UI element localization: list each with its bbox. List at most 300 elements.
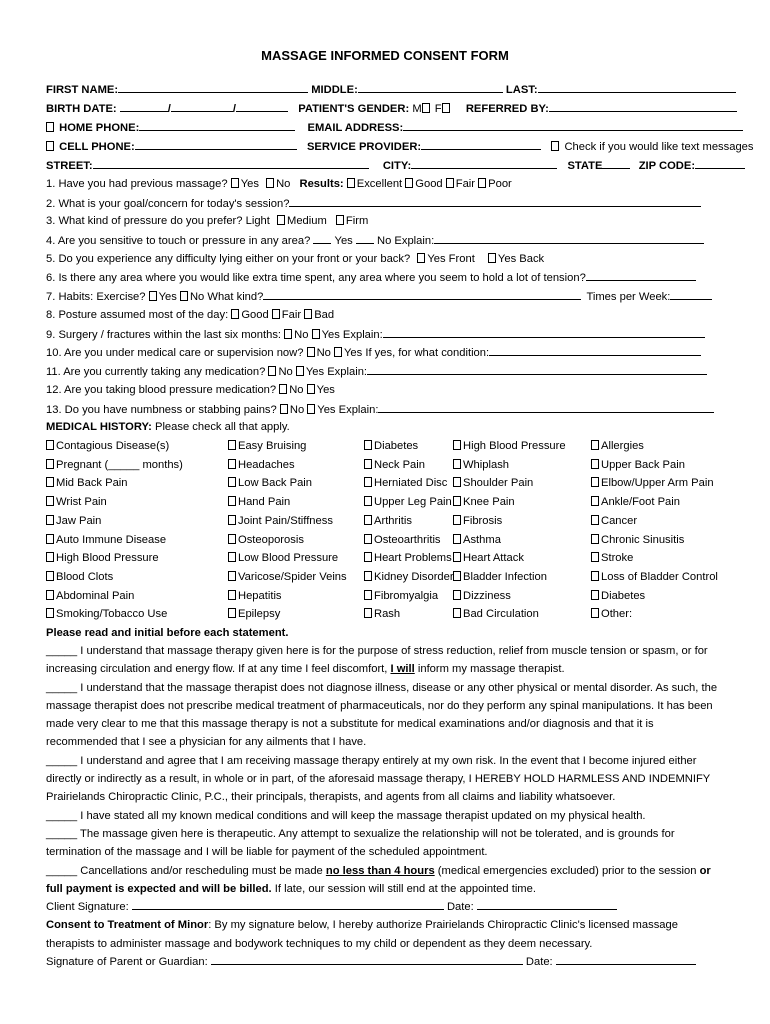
condition-checkbox[interactable] bbox=[364, 496, 372, 506]
medical-condition-item[interactable] bbox=[591, 495, 680, 509]
medical-condition-item[interactable] bbox=[453, 476, 533, 490]
medical-condition-item[interactable] bbox=[228, 551, 338, 565]
middle-name-field[interactable] bbox=[358, 82, 503, 93]
referred-by-label: REFERRED BY: bbox=[465, 103, 549, 115]
medical-condition-item[interactable] bbox=[364, 589, 438, 603]
condition-label: Upper Leg Pain bbox=[374, 496, 452, 509]
cell-phone-label: CELL PHONE: bbox=[59, 141, 135, 153]
q11-yes-checkbox[interactable] bbox=[296, 366, 304, 376]
question-3-text: 3. What kind of pressure do you prefer? Light bbox=[46, 215, 270, 227]
street-label: STREET: bbox=[46, 160, 93, 172]
name-row bbox=[46, 82, 736, 96]
q3-medium-checkbox[interactable] bbox=[277, 215, 285, 225]
zip-field[interactable] bbox=[695, 158, 745, 169]
medical-condition-item[interactable] bbox=[364, 514, 412, 528]
medical-condition-item[interactable] bbox=[453, 458, 509, 472]
condition-label: Bladder Infection bbox=[463, 570, 547, 583]
condition-label: Smoking/Tobacco Use bbox=[56, 608, 168, 621]
medical-condition-item[interactable] bbox=[228, 589, 282, 603]
condition-checkbox[interactable] bbox=[228, 496, 236, 506]
q10-condition-field[interactable] bbox=[489, 345, 701, 356]
condition-label: Heart Problems bbox=[374, 552, 452, 565]
q3-firm-label: Firm bbox=[345, 215, 369, 227]
condition-checkbox[interactable] bbox=[364, 515, 372, 525]
question-8-text: 8. Posture assumed most of the day: bbox=[46, 309, 229, 321]
q1-poor-label: Poor bbox=[488, 178, 512, 190]
medical-condition-item[interactable] bbox=[46, 589, 134, 603]
q10-no-checkbox[interactable] bbox=[307, 347, 315, 357]
condition-checkbox[interactable] bbox=[228, 608, 236, 618]
client-signature-field[interactable] bbox=[132, 899, 444, 910]
condition-checkbox[interactable] bbox=[228, 590, 236, 600]
condition-label: Whiplash bbox=[463, 458, 510, 471]
condition-checkbox[interactable] bbox=[364, 571, 372, 581]
statement-3 bbox=[46, 752, 726, 807]
q1-fair-checkbox[interactable] bbox=[446, 178, 454, 188]
medical-condition-item[interactable] bbox=[591, 607, 632, 621]
q7-times-field[interactable] bbox=[670, 289, 712, 300]
condition-checkbox[interactable] bbox=[228, 477, 236, 487]
medical-condition-item[interactable] bbox=[453, 495, 515, 509]
medical-condition-item[interactable] bbox=[228, 439, 306, 453]
condition-checkbox[interactable] bbox=[228, 515, 236, 525]
first-name-field[interactable] bbox=[118, 82, 308, 93]
condition-label: Easy Bruising bbox=[238, 440, 307, 452]
condition-label: Osteoporosis bbox=[238, 533, 304, 546]
condition-checkbox[interactable] bbox=[46, 571, 54, 581]
q9-no-label: No bbox=[294, 329, 309, 341]
condition-label: Joint Pain/Stiffness bbox=[238, 514, 333, 527]
condition-checkbox[interactable] bbox=[46, 608, 54, 618]
q10-no-label: No bbox=[316, 347, 331, 359]
medical-condition-item[interactable] bbox=[591, 476, 714, 490]
minor-consent bbox=[46, 916, 726, 953]
condition-checkbox[interactable] bbox=[46, 590, 54, 600]
medical-condition-item[interactable] bbox=[453, 439, 566, 453]
medical-condition-item[interactable] bbox=[591, 514, 637, 528]
medical-condition-item[interactable] bbox=[591, 570, 718, 584]
city-field[interactable] bbox=[411, 158, 557, 169]
q4-no-field[interactable] bbox=[356, 233, 374, 244]
statement-4 bbox=[46, 807, 726, 825]
medical-history-title: MEDICAL HISTORY: bbox=[46, 421, 152, 433]
condition-label: Diabetes bbox=[374, 440, 419, 452]
middle-name-label: MIDDLE: bbox=[311, 84, 358, 96]
q10-yes-checkbox[interactable] bbox=[334, 347, 342, 357]
condition-label: Cancer bbox=[601, 514, 638, 527]
q1-poor-checkbox[interactable] bbox=[478, 178, 486, 188]
condition-label: Allergies bbox=[601, 440, 644, 452]
question-11 bbox=[46, 364, 707, 378]
text-messages-checkbox[interactable] bbox=[551, 141, 559, 151]
medical-condition-item[interactable] bbox=[46, 439, 169, 453]
condition-checkbox[interactable] bbox=[453, 440, 461, 450]
q6-answer-field[interactable] bbox=[586, 270, 696, 281]
condition-label: Upper Back Pain bbox=[601, 458, 685, 471]
condition-label: Dizziness bbox=[463, 589, 511, 602]
address-row bbox=[46, 158, 745, 172]
condition-checkbox[interactable] bbox=[364, 552, 372, 562]
medical-condition-item[interactable] bbox=[453, 607, 539, 621]
condition-label: Blood Clots bbox=[56, 570, 114, 583]
condition-label: Fibrosis bbox=[463, 514, 503, 527]
question-13-text: 13. Do you have numbness or stabbing pains? bbox=[46, 404, 277, 416]
statement-6-text: Cancellations and/or rescheduling must be made bbox=[77, 864, 326, 877]
state-label: STATE bbox=[567, 160, 603, 172]
city-label: CITY: bbox=[382, 160, 412, 172]
gender-m-checkbox[interactable] bbox=[422, 103, 430, 113]
condition-label: Stroke bbox=[601, 552, 634, 565]
condition-label: Mid Back Pain bbox=[56, 477, 128, 490]
condition-label: Ankle/Foot Pain bbox=[601, 496, 680, 509]
question-2 bbox=[46, 196, 701, 210]
condition-checkbox[interactable] bbox=[46, 440, 54, 450]
condition-label: Low Back Pain bbox=[238, 477, 313, 490]
medical-condition-item[interactable] bbox=[46, 514, 101, 528]
client-date-label: Date: bbox=[446, 901, 474, 914]
date-separator: / bbox=[167, 103, 171, 115]
condition-label: Elbow/Upper Arm Pain bbox=[601, 477, 714, 490]
cell-phone-checkbox[interactable] bbox=[46, 141, 54, 151]
q8-good-label: Good bbox=[241, 309, 269, 321]
condition-label: Osteoarthritis bbox=[374, 533, 441, 546]
medical-condition-item[interactable] bbox=[364, 495, 452, 509]
medical-condition-item[interactable] bbox=[46, 607, 167, 621]
condition-checkbox[interactable] bbox=[453, 608, 461, 618]
condition-label: Chronic Sinusitis bbox=[601, 533, 685, 546]
question-1-text: 1. Have you had previous massage? bbox=[46, 178, 228, 190]
q5-front-checkbox[interactable] bbox=[417, 253, 425, 263]
q12-no-checkbox[interactable] bbox=[279, 384, 287, 394]
question-8 bbox=[46, 308, 334, 322]
medical-condition-item[interactable] bbox=[364, 533, 441, 547]
q9-yes-checkbox[interactable] bbox=[312, 329, 320, 339]
zip-label: ZIP CODE: bbox=[638, 160, 696, 172]
condition-checkbox[interactable] bbox=[364, 534, 372, 544]
parent-signature-field[interactable] bbox=[211, 954, 523, 965]
condition-checkbox[interactable] bbox=[453, 477, 461, 487]
condition-checkbox[interactable] bbox=[228, 459, 236, 469]
q7-no-checkbox[interactable] bbox=[180, 291, 188, 301]
condition-checkbox[interactable] bbox=[453, 552, 461, 562]
condition-label: Shoulder Pain bbox=[463, 477, 534, 490]
condition-checkbox[interactable] bbox=[228, 534, 236, 544]
medical-condition-item[interactable] bbox=[46, 495, 107, 509]
birth-row bbox=[46, 101, 737, 115]
condition-label: Heart Attack bbox=[463, 552, 524, 565]
q1-no-checkbox[interactable] bbox=[266, 178, 274, 188]
condition-checkbox[interactable] bbox=[453, 571, 461, 581]
q7-no-label: No What kind? bbox=[189, 291, 264, 303]
statement-2-text: I understand that the massage therapist does not diagnose illness, disease or any other physical or mental disorder. As such, the massage therapist does not prescribe medical treatment of pharmaceuticals, nor do they perform any spinal manipulations. It has been made very clear to me that this massage therapy is not a substitute for medical examinations and/or diagnosis and that it is recommended that I see a physician for any ailments that I have. bbox=[46, 681, 718, 749]
medical-condition-item[interactable] bbox=[46, 476, 128, 490]
condition-label: Varicose/Spider Veins bbox=[238, 570, 347, 583]
medical-condition-item[interactable] bbox=[228, 476, 312, 490]
initial-blank[interactable]: _____ bbox=[46, 681, 78, 694]
medical-condition-item[interactable] bbox=[46, 551, 159, 565]
cell-phone-field[interactable] bbox=[135, 139, 297, 150]
medical-condition-item[interactable] bbox=[364, 570, 454, 584]
medical-condition-item[interactable] bbox=[591, 533, 684, 547]
statement-6-bold: or full payment is expected and will be billed. bbox=[46, 864, 711, 895]
medical-condition-item[interactable] bbox=[453, 589, 511, 603]
condition-checkbox[interactable] bbox=[46, 496, 54, 506]
q3-medium-label: Medium bbox=[287, 215, 327, 227]
home-phone-field[interactable] bbox=[139, 120, 295, 131]
gender-f-checkbox[interactable] bbox=[442, 103, 450, 113]
condition-checkbox[interactable] bbox=[228, 571, 236, 581]
question-6 bbox=[46, 270, 696, 284]
medical-condition-item[interactable] bbox=[453, 570, 547, 584]
condition-checkbox[interactable] bbox=[591, 608, 599, 618]
condition-label: Other: bbox=[601, 608, 633, 621]
medical-condition-item[interactable] bbox=[228, 570, 347, 584]
condition-checkbox[interactable] bbox=[591, 515, 599, 525]
initial-blank[interactable]: _____ bbox=[46, 864, 78, 877]
condition-checkbox[interactable] bbox=[46, 534, 54, 544]
medical-condition-item[interactable] bbox=[591, 439, 644, 453]
condition-checkbox[interactable] bbox=[364, 590, 372, 600]
q12-yes-label: Yes bbox=[316, 384, 335, 396]
condition-checkbox[interactable] bbox=[46, 459, 54, 469]
condition-label: Arthritis bbox=[374, 514, 412, 527]
statement-1-emphasis: I will bbox=[390, 663, 415, 676]
parent-date-field[interactable] bbox=[556, 954, 696, 965]
client-date-field[interactable] bbox=[477, 899, 617, 910]
referred-by-field[interactable] bbox=[549, 101, 737, 112]
gender-m-label: M bbox=[412, 103, 422, 115]
medical-condition-item[interactable] bbox=[453, 514, 502, 528]
question-10 bbox=[46, 345, 701, 359]
q1-excellent-label: Excellent bbox=[356, 178, 403, 190]
q1-good-checkbox[interactable] bbox=[405, 178, 413, 188]
q11-no-label: No bbox=[278, 366, 293, 378]
question-6-text: 6. Is there any area where you would like extra time spent, any area where you seem to hold a lot of tension? bbox=[46, 272, 586, 284]
medical-condition-item[interactable] bbox=[591, 458, 685, 472]
condition-label: Knee Pain bbox=[463, 496, 515, 509]
q13-no-checkbox[interactable] bbox=[280, 404, 288, 414]
condition-label: Rash bbox=[374, 608, 401, 621]
question-7 bbox=[46, 289, 712, 303]
q9-no-checkbox[interactable] bbox=[284, 329, 292, 339]
q9-explain-field[interactable] bbox=[383, 327, 705, 338]
q1-yes-checkbox[interactable] bbox=[231, 178, 239, 188]
email-field[interactable] bbox=[403, 120, 743, 131]
condition-label: Auto Immune Disease bbox=[56, 533, 167, 546]
statement-6-end: If late, our session will still end at the appointed time. bbox=[271, 882, 536, 895]
condition-checkbox[interactable] bbox=[364, 440, 372, 450]
date-separator: / bbox=[232, 103, 236, 115]
parent-signature-line bbox=[46, 953, 726, 971]
q8-fair-checkbox[interactable] bbox=[272, 309, 280, 319]
home-phone-label: HOME PHONE: bbox=[59, 122, 140, 134]
medical-condition-item[interactable] bbox=[228, 607, 280, 621]
question-11-text: 11. Are you currently taking any medication? bbox=[46, 366, 266, 378]
q13-no-label: No bbox=[289, 404, 305, 416]
medical-condition-item[interactable] bbox=[364, 458, 425, 472]
medical-condition-item[interactable] bbox=[364, 607, 400, 621]
medical-condition-item[interactable] bbox=[228, 514, 333, 528]
condition-checkbox[interactable] bbox=[591, 571, 599, 581]
medical-condition-item[interactable] bbox=[364, 439, 418, 453]
condition-label: Fibromyalgia bbox=[374, 589, 439, 602]
q8-good-checkbox[interactable] bbox=[231, 309, 239, 319]
form-title: MASSAGE INFORMED CONSENT FORM bbox=[261, 48, 509, 63]
service-provider-label: SERVICE PROVIDER: bbox=[306, 141, 422, 153]
condition-checkbox[interactable] bbox=[364, 608, 372, 618]
q13-explain-field[interactable] bbox=[378, 402, 714, 413]
medical-condition-item[interactable] bbox=[591, 589, 645, 603]
condition-label: Kidney Disorder bbox=[374, 570, 454, 583]
state-field[interactable] bbox=[602, 158, 630, 169]
q3-firm-checkbox[interactable] bbox=[336, 215, 344, 225]
condition-checkbox[interactable] bbox=[228, 552, 236, 562]
statement-1-end: inform my massage therapist. bbox=[414, 663, 565, 676]
birth-day-field[interactable] bbox=[171, 101, 233, 112]
q1-fair-label: Fair bbox=[455, 178, 476, 190]
q8-bad-label: Bad bbox=[314, 309, 335, 321]
statement-6-emphasis: no less than 4 hours bbox=[325, 864, 435, 877]
q13-yes-label: Yes Explain: bbox=[317, 404, 379, 416]
q7-yes-checkbox[interactable] bbox=[149, 291, 157, 301]
q8-bad-checkbox[interactable] bbox=[304, 309, 312, 319]
last-name-label: LAST: bbox=[505, 84, 538, 96]
email-label: EMAIL ADDRESS: bbox=[307, 122, 404, 134]
condition-checkbox[interactable] bbox=[591, 440, 599, 450]
q5-back-checkbox[interactable] bbox=[488, 253, 496, 263]
condition-checkbox[interactable] bbox=[46, 515, 54, 525]
statement-6-middle: (medical emergencies excluded) prior to the session bbox=[434, 864, 700, 877]
condition-checkbox[interactable] bbox=[453, 459, 461, 469]
home-phone-checkbox[interactable] bbox=[46, 122, 54, 132]
statement-4-text: I have stated all my known medical conditions and will keep the massage therapist updated on my physical health. bbox=[77, 809, 646, 822]
q7-yes-label: Yes bbox=[158, 291, 177, 303]
condition-label: High Blood Pressure bbox=[56, 552, 159, 565]
medical-condition-item[interactable] bbox=[591, 551, 633, 565]
birth-month-field[interactable] bbox=[120, 101, 168, 112]
medical-condition-item[interactable] bbox=[46, 533, 166, 547]
q11-explain-field[interactable] bbox=[367, 364, 707, 375]
initial-blank[interactable]: _____ bbox=[46, 827, 78, 840]
q2-answer-field[interactable] bbox=[289, 196, 701, 207]
statement-5-text: The massage given here is therapeutic. Any attempt to sexualize the relationship will not be tolerated, and is grounds for termination of the massage and I will be liable for payment of the scheduled appointment. bbox=[46, 827, 675, 859]
statement-1-text: I understand that massage therapy given here is for the purpose of stress reduction, relief from muscle tension or spasm, or for increasing circulation and energy flow. If at any time I feel discomfort, bbox=[46, 645, 708, 676]
q1-good-label: Good bbox=[415, 178, 443, 190]
q11-no-checkbox[interactable] bbox=[268, 366, 276, 376]
condition-checkbox[interactable] bbox=[228, 440, 236, 450]
q1-no-label: No bbox=[276, 178, 291, 190]
q12-yes-checkbox[interactable] bbox=[307, 384, 315, 394]
initial-blank[interactable]: _____ bbox=[46, 809, 78, 822]
question-12 bbox=[46, 383, 335, 397]
condition-checkbox[interactable] bbox=[453, 515, 461, 525]
minor-consent-heading: Consent to Treatment of Minor bbox=[46, 919, 209, 932]
gender-f-label: F bbox=[434, 103, 442, 115]
medical-condition-item[interactable] bbox=[364, 551, 452, 565]
condition-label: Contagious Disease(s) bbox=[56, 440, 170, 452]
q7-times-label: Times per Week: bbox=[586, 291, 671, 303]
medical-condition-item[interactable] bbox=[228, 495, 290, 509]
question-10-text: 10. Are you under medical care or supervision now? bbox=[46, 347, 304, 359]
q11-yes-label: Yes Explain: bbox=[305, 366, 368, 378]
initial-blank[interactable]: _____ bbox=[46, 754, 78, 767]
condition-label: Loss of Bladder Control bbox=[601, 570, 718, 583]
medical-condition-item[interactable] bbox=[46, 570, 113, 584]
condition-checkbox[interactable] bbox=[591, 477, 599, 487]
street-field[interactable] bbox=[93, 158, 369, 169]
home-phone-row bbox=[46, 120, 743, 134]
condition-label: Headaches bbox=[238, 458, 295, 471]
service-provider-field[interactable] bbox=[421, 139, 541, 150]
medical-condition-item[interactable] bbox=[228, 533, 304, 547]
condition-label: High Blood Pressure bbox=[463, 440, 566, 452]
statement-1 bbox=[46, 642, 726, 679]
question-5 bbox=[46, 252, 544, 266]
condition-label: Jaw Pain bbox=[56, 514, 102, 527]
condition-label: Herniated Disc bbox=[374, 477, 448, 490]
parent-signature-label: Signature of Parent or Guardian: bbox=[46, 956, 208, 969]
question-7-text: 7. Habits: Exercise? bbox=[46, 291, 146, 303]
condition-checkbox[interactable] bbox=[453, 496, 461, 506]
q1-yes-label: Yes bbox=[240, 178, 259, 190]
medical-condition-item[interactable] bbox=[46, 458, 183, 472]
client-signature-label: Client Signature: bbox=[46, 901, 129, 914]
birth-year-field[interactable] bbox=[236, 101, 288, 112]
condition-checkbox[interactable] bbox=[591, 534, 599, 544]
question-3 bbox=[46, 214, 368, 228]
q1-results-label: Results: bbox=[299, 178, 344, 190]
q4-yes-field[interactable] bbox=[313, 233, 331, 244]
q1-excellent-checkbox[interactable] bbox=[347, 178, 355, 188]
q5-back-label: Yes Back bbox=[497, 253, 545, 265]
condition-label: Asthma bbox=[463, 533, 501, 546]
condition-checkbox[interactable] bbox=[591, 552, 599, 562]
q9-yes-label: Yes Explain: bbox=[321, 329, 383, 341]
condition-checkbox[interactable] bbox=[46, 477, 54, 487]
question-13 bbox=[46, 402, 714, 416]
condition-checkbox[interactable] bbox=[591, 459, 599, 469]
last-name-field[interactable] bbox=[538, 82, 736, 93]
condition-checkbox[interactable] bbox=[591, 590, 599, 600]
medical-condition-item[interactable] bbox=[453, 533, 501, 547]
q7-kind-field[interactable] bbox=[263, 289, 581, 300]
question-1 bbox=[46, 177, 512, 191]
q4-explain-field[interactable] bbox=[434, 233, 704, 244]
condition-label: Abdominal Pain bbox=[56, 589, 135, 602]
text-messages-label: Check if you would like text messages bbox=[564, 141, 754, 153]
condition-label: Epilepsy bbox=[238, 608, 281, 621]
medical-condition-item[interactable] bbox=[364, 476, 447, 490]
question-5-text: 5. Do you experience any difficulty lying either on your front or your back? bbox=[46, 253, 411, 265]
condition-checkbox[interactable] bbox=[46, 552, 54, 562]
q13-yes-checkbox[interactable] bbox=[307, 404, 315, 414]
initial-blank[interactable]: _____ bbox=[46, 645, 78, 657]
medical-condition-item[interactable] bbox=[228, 458, 295, 472]
condition-label: Wrist Pain bbox=[56, 496, 107, 509]
question-9 bbox=[46, 327, 705, 341]
condition-label: Low Blood Pressure bbox=[238, 552, 339, 565]
condition-checkbox[interactable] bbox=[453, 590, 461, 600]
first-name-label: FIRST NAME: bbox=[46, 84, 119, 96]
medical-history-instruction: Please check all that apply. bbox=[154, 421, 290, 433]
condition-checkbox[interactable] bbox=[591, 496, 599, 506]
medical-condition-item[interactable] bbox=[453, 551, 524, 565]
condition-label: Hand Pain bbox=[238, 496, 291, 509]
condition-checkbox[interactable] bbox=[364, 477, 372, 487]
condition-checkbox[interactable] bbox=[453, 534, 461, 544]
minor-consent-text: : By my signature below, I hereby authorize Prairielands Chiropractic Clinic's licensed massage therapists to administer massage and bodywork techniques to my child or dependent as they deem necessary. bbox=[46, 919, 678, 950]
condition-checkbox[interactable] bbox=[364, 459, 372, 469]
